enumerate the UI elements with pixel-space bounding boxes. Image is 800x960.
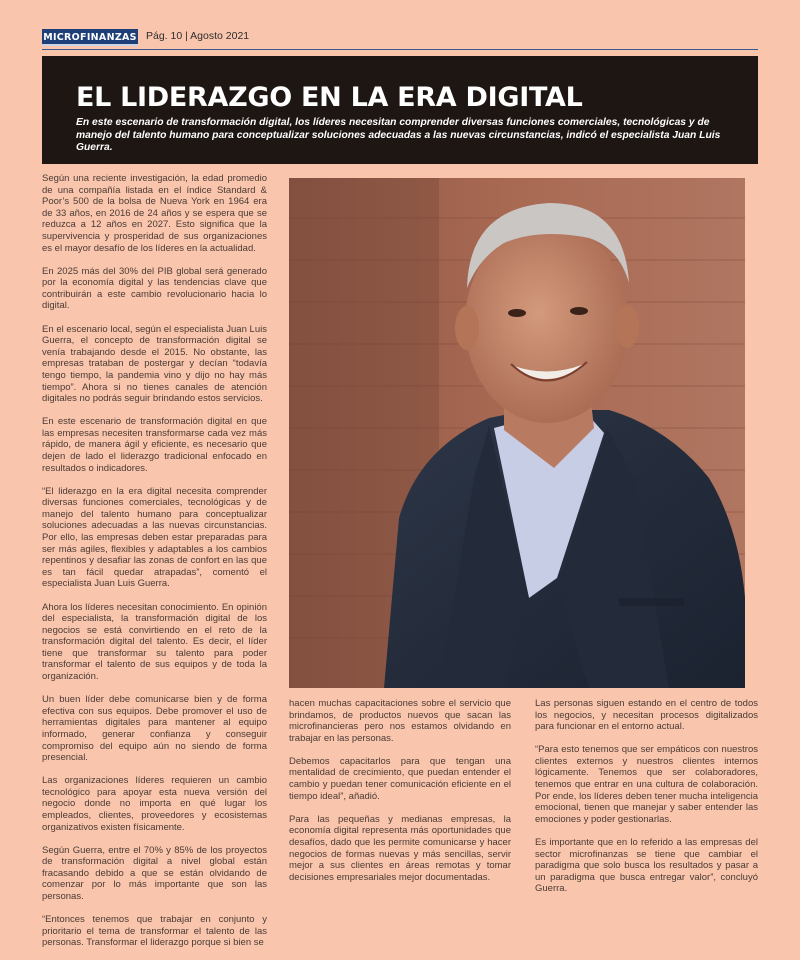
paragraph: Es importante que en lo referido a las empresas del sector microfinanzas se tiene que cambiar el paradigma que solo busca los resultados y pasar a un paradigma que busca entregar valor”, concluyó Guerra. — [535, 836, 758, 895]
paragraph: “El liderazgo en la era digital necesita comprender diversas funciones comerciales, tecnológicas y de manejo del talento humano para conceptualizar soluciones adecuadas a las nuevas circunstancias. Por ello, las empresas deben estar preparadas para ser más agiles, flexibles y adaptables a los cambios repentinos y desafiar las zonas de confort en las que es tan fácil quedar atrapadas”, comentó el especialista Juan Luis Guerra. — [42, 485, 267, 590]
article-column-2 — [289, 698, 511, 895]
page-info: Pág. 10 | Agosto 2021 — [146, 30, 250, 42]
portrait-image — [289, 178, 745, 688]
publication-logo: MICROFINANZAS — [42, 29, 138, 46]
logo-underline — [42, 44, 138, 46]
paragraph: Debemos capacitarlos para que tengan una mentalidad de crecimiento, que puedan entender el cambio y puedan tener comunicación eficiente en el tiempo ideal”, añadió. — [289, 755, 511, 802]
paragraph: Las organizaciones líderes requieren un cambio tecnológico para apoyar esta nueva versión del negocio donde no importa en qué lugar los empleados, clientes, proveedores y ecosistemas organizativos existen físicamente. — [42, 775, 267, 833]
paragraph: Según Guerra, entre el 70% y 85% de los proyectos de transformación digital a nivel global están fracasando debido a que se están olvidando de comenzar por lo más importante que son las personas. — [42, 844, 267, 903]
paragraph: “Para esto tenemos que ser empáticos con nuestros clientes externos y nuestros clientes internos lógicamente. Tenemos que ser colaboradores, tenemos que entrar en una cultura de colaboración. Por ende, los líderes deben tener mucha inteligencia emocional, tienen que manejar y saber entender las emociones y poder gestionarlas. — [535, 744, 758, 825]
paragraph: Según una reciente investigación, la edad promedio de una compañía listada en el índice Standard & Poor’s 500 de la bolsa de Nueva York en 1964 era de 33 años, en 2016 de 24 años y se espera que se reduzca a 12 años en 2027. Esto significa que la supervivencia y prosperidad de sus organizaciones es el mayor desafío de los líderes en la actualidad. — [42, 173, 267, 254]
article-title: EL LIDERAZGO EN LA ERA DIGITAL — [76, 82, 583, 113]
article-column-1 — [42, 173, 267, 960]
paragraph: hacen muchas capacitaciones sobre el servicio que brindamos, de productos nuevos que sacan las microfinancieras pero nos estamos olvidando en trabajar en las personas. — [289, 698, 511, 744]
paragraph: Un buen líder debe comunicarse bien y de forma efectiva con sus equipos. Debe promover el uso de herramientas digitales para mantener al equipo informado, generar confianza y conseguir compromiso del equipo aún no siendo de forma presencial. — [42, 694, 267, 764]
paragraph: Ahora los líderes necesitan conocimiento. En opinión del especialista, la transformación digital de los negocios se está convirtiendo en el reto de la transformación digital del talento. Es decir, el líder tiene que transformar su talento para poder transformar el talento de sus equipos y de toda la organización. — [42, 601, 267, 683]
article-column-3 — [535, 698, 758, 906]
paragraph: Las personas siguen estando en el centro de todos los negocios, y necesitan procesos digitalizados para funcionar en el entorno actual. — [535, 698, 758, 733]
paragraph: “Entonces tenemos que trabajar en conjunto y prioritario el tema de transformar el talento de las personas. Transformar el liderazgo porque si bien se — [42, 914, 267, 949]
paragraph: Para las pequeñas y medianas empresas, la economía digital representa más oportunidades que desafíos, dado que les permite comunicarse y hacer negocios de formas nuevas y más sencillas, servir mejor a sus clientes en áreas remotas y tomar decisiones empresariales mejor documentadas. — [289, 813, 511, 883]
article-subtitle: En este escenario de transformación digital, los líderes necesitan comprender diversas funciones comerciales, tecnológicas y de manejo del talento humano para conceptualizar soluciones adecuadas a las nuevas circunstancias, indicó el especialista Juan Luis Guerra. — [76, 117, 721, 153]
page-header — [42, 27, 758, 50]
title-banner — [42, 56, 758, 164]
paragraph: En 2025 más del 30% del PIB global será generado por la economía digital y las tendencias clave que contribuirán a este cambio revolucionario hacia lo digital. — [42, 265, 267, 312]
paragraph: En este escenario de transformación digital en que las empresas necesiten transformarse cada vez más rápido, de manera ágil y eficiente, es necesario que dejen de lado el liderazgo tradicional enfocado en resultados o indicadores. — [42, 416, 267, 474]
paragraph: En el escenario local, según el especialista Juan Luis Guerra, el concepto de transformación digital se venía trabajando desde el 2015. No obstante, las empresas trataban de postergar y decían “todavía tengo tiempo, la pandemia vino y dijo no hay más tiempo”. Ahora si no tienes canales de atención digitales no podrás seguir brindando estos servicios. — [42, 323, 267, 405]
portrait-photo — [289, 178, 745, 688]
